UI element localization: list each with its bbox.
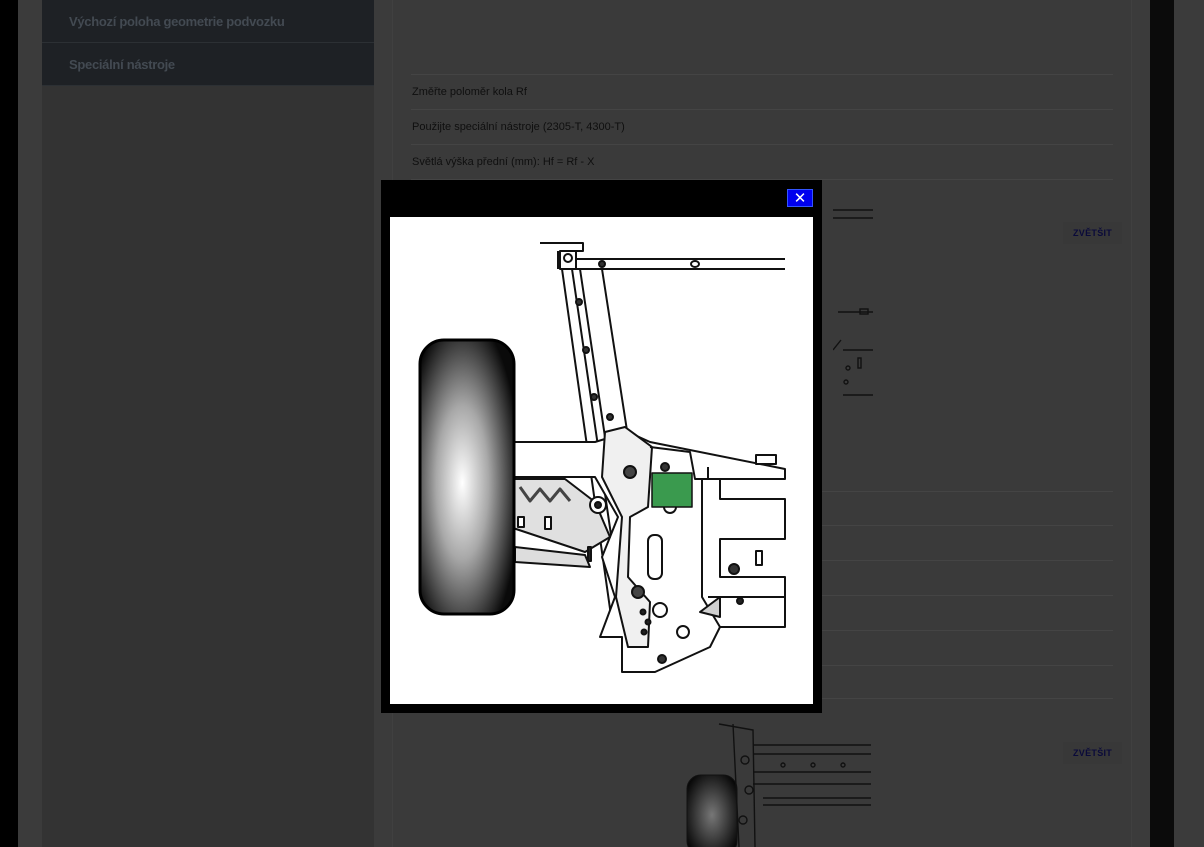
enlarge-button[interactable]: ZVĚTŠIT — [1063, 222, 1122, 244]
enlarge-button[interactable]: ZVĚTŠIT — [1063, 742, 1122, 764]
suspension-diagram-image — [390, 217, 813, 704]
sidebar-item-wheel-alignment[interactable]: Výchozí poloha geometrie podvozku — [42, 0, 374, 43]
suspension-diagram — [390, 217, 813, 704]
page-frame-right — [1150, 0, 1174, 847]
sidebar — [42, 0, 374, 847]
page-frame-right-outer — [1174, 0, 1204, 847]
image-lightbox — [381, 180, 822, 713]
page-frame-left — [0, 0, 18, 847]
instruction-row: Použijte speciální nástroje (2305-T, 4300-T) — [411, 109, 1113, 144]
sidebar-item-special-tools[interactable]: Speciální nástroje — [42, 43, 374, 86]
close-icon[interactable]: ✕ — [787, 189, 813, 207]
diagram-thumbnail[interactable] — [683, 720, 873, 847]
diagram-thumbnail[interactable] — [833, 200, 878, 410]
instruction-row: Změřte poloměr kola Rf — [411, 74, 1113, 109]
instruction-row: Světlá výška přední (mm): Hf = Rf - X — [411, 144, 1113, 179]
